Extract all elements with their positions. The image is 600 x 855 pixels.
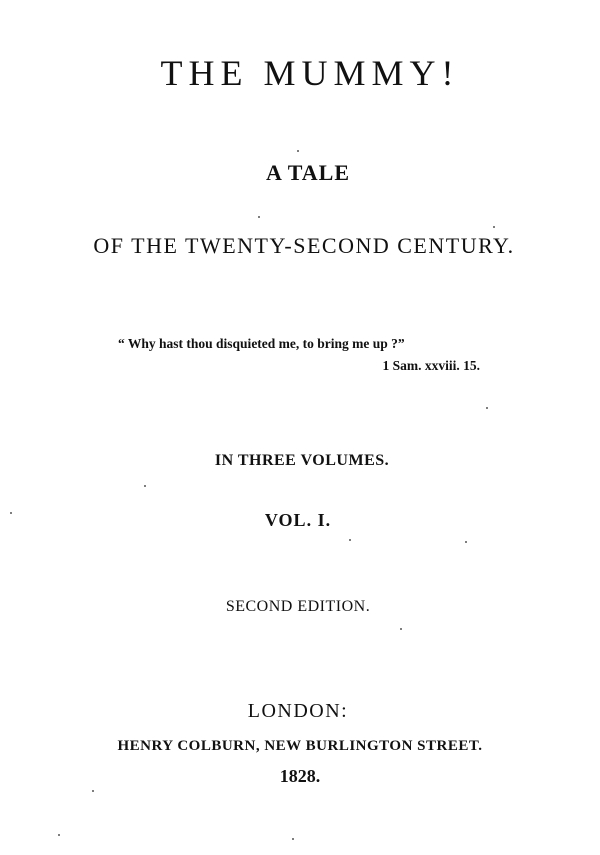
scan-speck [292, 838, 294, 840]
scan-speck [58, 834, 60, 836]
scan-speck [465, 541, 467, 543]
volume-number: VOL. I. [264, 510, 332, 530]
scan-speck [400, 628, 402, 630]
scan-speck [92, 790, 94, 792]
scan-speck [10, 512, 12, 514]
imprint-publisher: HENRY COLBURN, NEW BURLINGTON STREET. [117, 738, 483, 754]
scan-speck [349, 539, 351, 541]
epigraph-quote: “ Why hast thou disquieted me, to bring me up ?” [118, 336, 405, 351]
scan-speck [144, 485, 146, 487]
imprint-city: LONDON: [247, 700, 349, 722]
edition: SECOND EDITION. [225, 598, 371, 615]
epigraph [118, 333, 498, 377]
scan-speck [493, 226, 495, 228]
epigraph-source: 1 Sam. xxviii. 15. [382, 358, 480, 373]
imprint-year: 1828. [279, 766, 321, 786]
subtitle-line-2: OF THE TWENTY-SECOND CENTURY. [93, 233, 515, 258]
scan-speck [486, 407, 488, 409]
volume-count: IN THREE VOLUMES. [214, 452, 390, 469]
scan-speck [297, 150, 299, 152]
scan-speck [258, 216, 260, 218]
book-title: THE MUMMY! [160, 53, 460, 93]
subtitle-line-1: A TALE [265, 160, 351, 185]
